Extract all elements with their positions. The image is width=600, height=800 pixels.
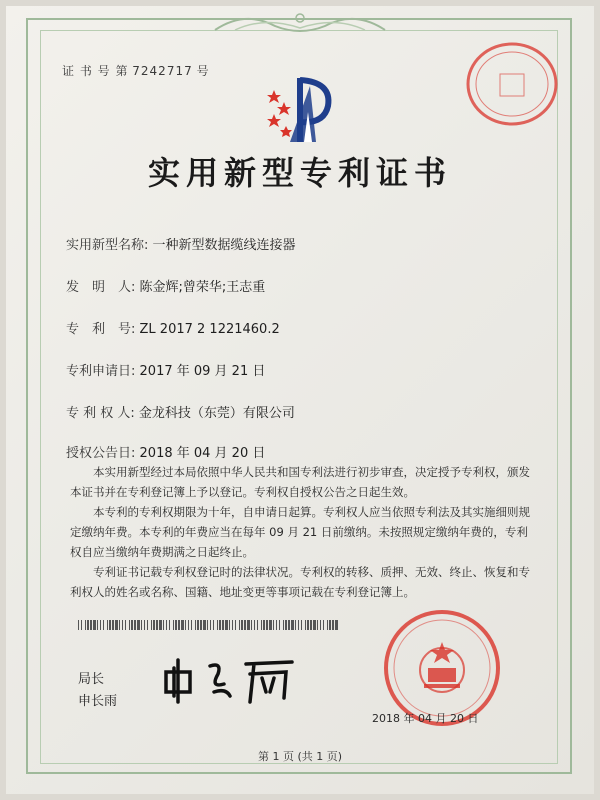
body-paragraph: 专利证书记载专利权登记时的法律状况。专利权的转移、质押、无效、终止、恢复和专利权人的姓名或名称、国籍、地址变更等事项记载在专利登记簿上。 xyxy=(70,565,530,599)
agency-seal xyxy=(462,38,562,130)
signatory-name: 申长雨 xyxy=(78,694,118,709)
field-value: 金龙科技（东莞）有限公司 xyxy=(138,406,295,421)
field-value: ZL 2017 2 1221460.2 xyxy=(139,322,280,337)
barcode-strip xyxy=(78,620,338,630)
field-label: 实用新型名称: xyxy=(66,238,149,253)
page-number: 第 1 页 (共 1 页) xyxy=(257,750,343,763)
certificate-body xyxy=(70,462,532,602)
body-paragraph: 本专利的专利权期限为十年，自申请日起算。专利权人应当依照专利法及其实施细则规定缴纳年费。本专利的年费应当在每年 09 月 21 日前缴纳。未按照规定缴纳年费的，专利权自应当缴纳年费期满之日起终止。 xyxy=(70,505,530,559)
field-label: 专 利 权 人: xyxy=(66,406,135,421)
field-grant-date xyxy=(66,442,265,461)
certificate-title: 实用新型专利证书 xyxy=(147,154,452,192)
certificate-number-suffix: 号 xyxy=(196,64,210,78)
body-paragraph: 本实用新型经过本局依照中华人民共和国专利法进行初步审查，决定授予专利权，颁发本证书并在专利登记簿上予以登记。专利权自授权公告之日起生效。 xyxy=(70,465,530,499)
field-label: 专利申请日: xyxy=(66,364,136,379)
certificate-number-value: 7242717 xyxy=(132,64,193,78)
field-inventors xyxy=(66,276,265,295)
top-ornament xyxy=(205,8,395,38)
field-utility-model-name xyxy=(66,234,296,253)
certificate-number-label: 证 书 号 第 xyxy=(62,64,129,78)
field-label: 授权公告日: xyxy=(66,446,136,461)
field-label: 发 明 人: xyxy=(66,280,136,295)
field-patent-number xyxy=(66,318,280,337)
handwritten-signature xyxy=(160,648,310,706)
seal-date: 2018 年 04 月 20 日 xyxy=(372,712,479,725)
field-value: 2018 年 04 月 20 日 xyxy=(139,446,266,461)
field-patentee xyxy=(66,402,295,421)
field-label: 专 利 号: xyxy=(66,322,136,337)
field-application-date xyxy=(66,360,265,379)
certificate-number xyxy=(62,62,210,79)
field-value: 陈金辉;曾荣华;王志重 xyxy=(139,280,266,295)
signatory-title: 局长 xyxy=(78,672,105,687)
field-value: 2017 年 09 月 21 日 xyxy=(139,364,266,379)
cnipa-logo-icon xyxy=(260,72,340,146)
field-value: 一种新型数据缆线连接器 xyxy=(152,238,296,253)
